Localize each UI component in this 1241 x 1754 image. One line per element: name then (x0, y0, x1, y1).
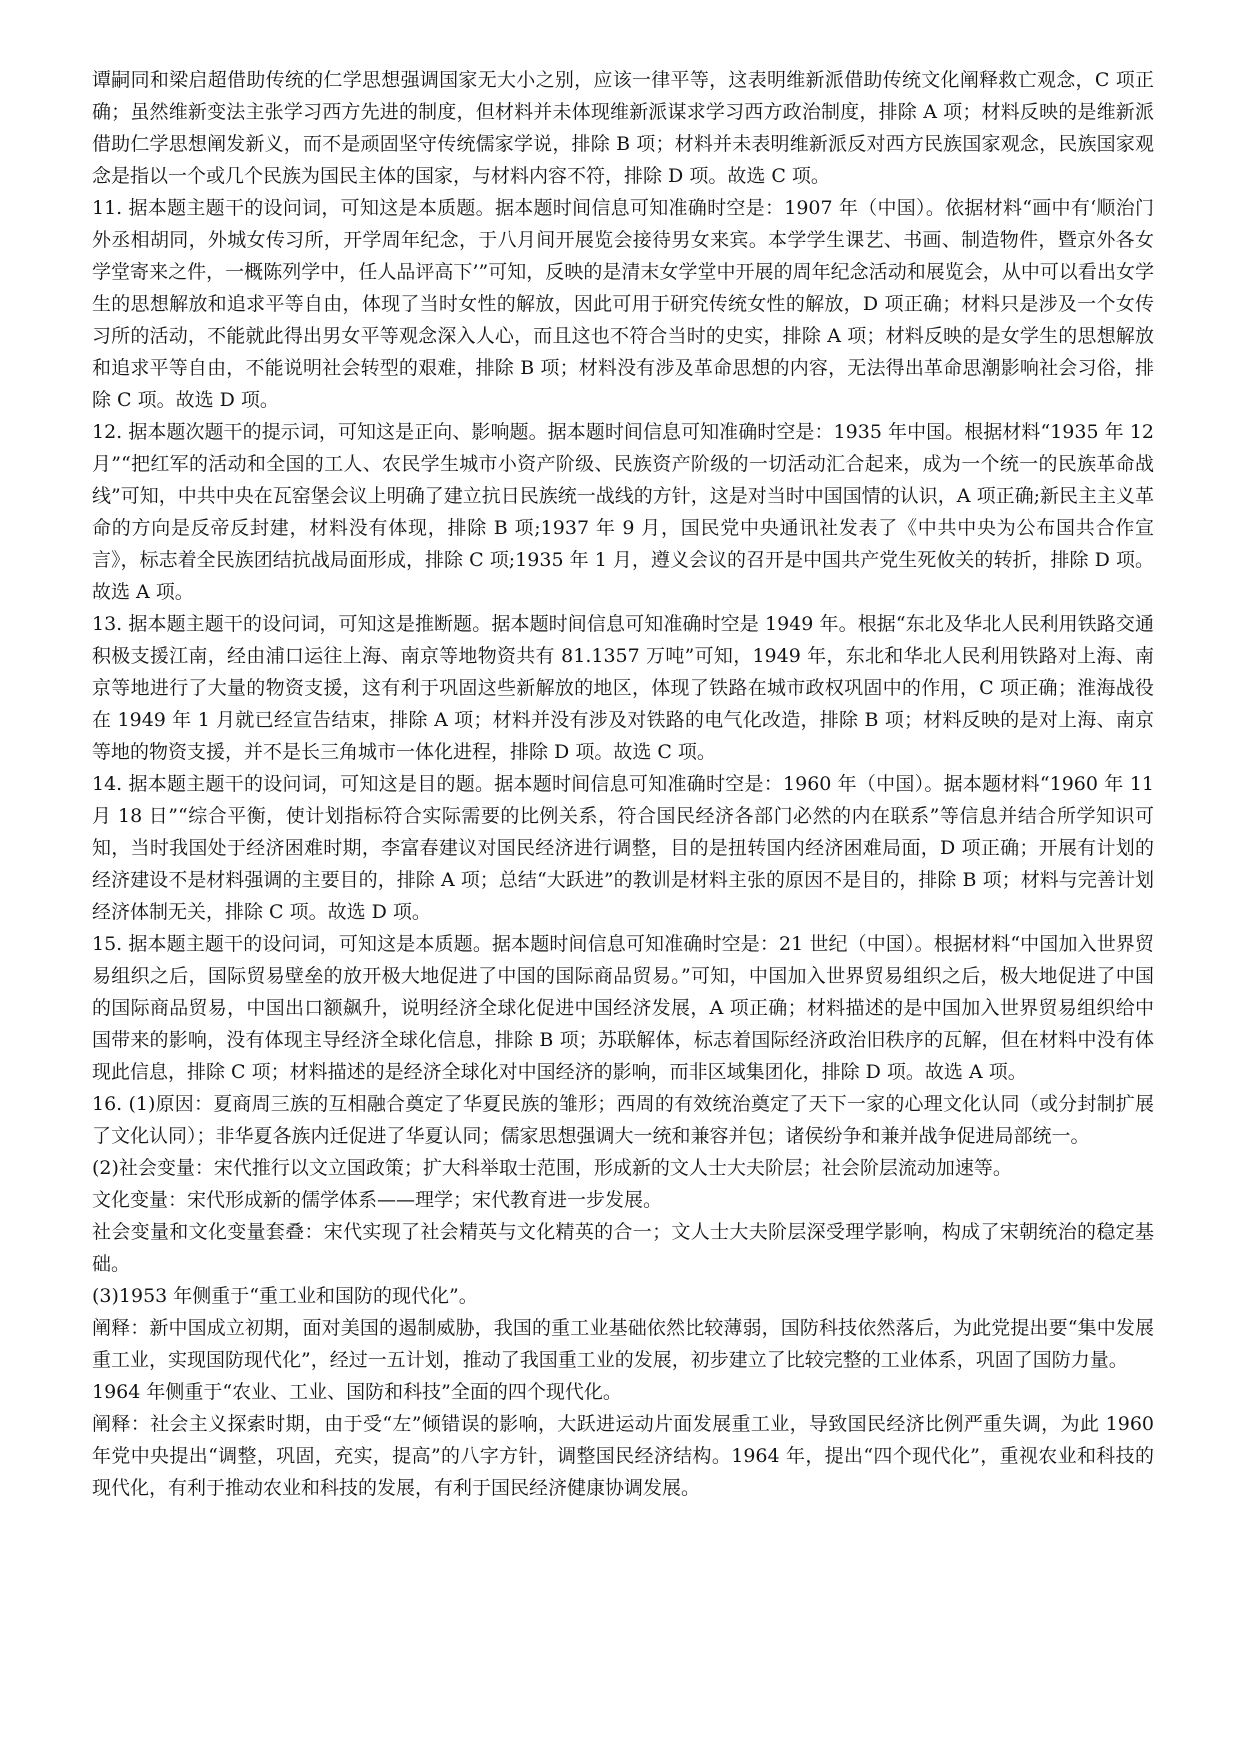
paragraph-q16-part3-1964: 1964 年侧重于“农业、工业、国防和科技”全面的四个现代化。 (92, 1381, 622, 1403)
paragraph-q12: 12. 据本题次题干的提示词，可知这是正向、影响题。据本题时间信息可知准确时空是：1935 年中国。根据材料“1935 年 12 月”“把红军的活动和全国的工人、农民学生城市小资产阶级、民族资产阶级的一切活动汇合起来，成为一个统一的民族革命战线”可知，中共中央在瓦窑堡会议上明确了建立抗日民族统一战线的方针，这是对当时中国国情的认识，A 项正确;新民主主义革命的方向是反帝反封建，材料没有体现，排除 B 项;1937 年 9 月，国民党中央通讯社发表了《中共中央为公布国共合作宣言》，标志着全民族团结抗战局面形成，排除 C 项;1935 年 1 月，遵义会议的召开是中国共产党生死攸关的转折，排除 D 项。故选 A 项。 (92, 421, 1154, 603)
paragraph-q16-part2-social: (2)社会变量：宋代推行以文立国政策；扩大科举取士范围，形成新的文人士大夫阶层；社会阶层流动加速等。 (92, 1157, 1012, 1179)
paragraph-q10-continued: 谭嗣同和梁启超借助传统的仁学思想强调国家无大小之别，应该一律平等，这表明维新派借助传统文化阐释救亡观念，C 项正确；虽然维新变法主张学习西方先进的制度，但材料并未体现维新派谋求学习西方政治制度，排除 A 项；材料反映的是维新派借助仁学思想阐发新义，而不是顽固坚守传统儒家学说，排除 B 项；材料并未表明维新派反对西方民族国家观念，民族国家观念是指以一个或几个民族为国民主体的国家，与材料内容不符，排除 D 项。故选 C 项。 (92, 69, 1154, 187)
paragraph-q11: 11. 据本题主题干的设问词，可知这是本质题。据本题时间信息可知准确时空是：1907 年（中国）。依据材料“画中有‘顺治门外丞相胡同，外城女传习所，开学周年纪念，于八月间开展览会接待男女来宾。本学学生课艺、书画、制造物件，暨京外各女学堂寄来之件，一概陈列学中，任人品评高下’”可知，反映的是清末女学堂中开展的周年纪念活动和展览会，从中可以看出女学生的思想解放和追求平等自由，体现了当时女性的解放，因此可用于研究传统女性的解放，D 项正确；材料只是涉及一个女传习所的活动，不能就此得出男女平等观念深入人心，而且这也不符合当时的史实，排除 A 项；材料反映的是女学生的思想解放和追求平等自由，不能说明社会转型的艰难，排除 B 项；材料没有涉及革命思想的内容，无法得出革命思潮影响社会习俗，排除 C 项。故选 D 项。 (92, 197, 1154, 411)
paragraph-q16-part3-1953: (3)1953 年侧重于“重工业和国防的现代化”。 (92, 1285, 478, 1307)
paragraph-q16-part2-culture: 文化变量：宋代形成新的儒学体系——理学；宋代教育进一步发展。 (92, 1189, 663, 1211)
paragraph-q16-part3-1953-explanation: 阐释：新中国成立初期，面对美国的遏制威胁，我国的重工业基础依然比较薄弱，国防科技依然落后，为此党提出要“集中发展重工业，实现国防现代化”，经过一五计划，推动了我国重工业的发展，初步建立了比较完整的工业体系，巩固了国防力量。 (92, 1317, 1154, 1371)
paragraph-q16-part2-overlap: 社会变量和文化变量套叠：宋代实现了社会精英与文化精英的合一；文人士大夫阶层深受理学影响，构成了宋朝统治的稳定基础。 (92, 1221, 1154, 1275)
paragraph-q16-part1: 16. (1)原因：夏商周三族的互相融合奠定了华夏民族的雏形；西周的有效统治奠定了天下一家的心理文化认同（或分封制扩展了文化认同）；非华夏各族内迁促进了华夏认同；儒家思想强调大一统和兼容并包；诸侯纷争和兼并战争促进局部统一。 (92, 1093, 1154, 1147)
answer-explanation-text (92, 64, 1154, 1504)
paragraph-q16-part3-1964-explanation: 阐释：社会主义探索时期，由于受“左”倾错误的影响，大跃进运动片面发展重工业，导致国民经济比例严重失调，为此 1960 年党中央提出“调整，巩固，充实，提高”的八字方针，调整国民经济结构。1964 年，提出“四个现代化”，重视农业和科技的现代化，有利于推动农业和科技的发展，有利于国民经济健康协调发展。 (92, 1413, 1154, 1499)
paragraph-q14: 14. 据本题主题干的设问词，可知这是目的题。据本题时间信息可知准确时空是：1960 年（中国）。据本题材料“1960 年 11 月 18 日”“综合平衡，使计划指标符合实际需要的比例关系，符合国民经济各部门必然的内在联系”等信息并结合所学知识可知，当时我国处于经济困难时期，李富春建议对国民经济进行调整，目的是扭转国内经济困难局面，D 项正确；开展有计划的经济建设不是材料强调的主要目的，排除 A 项；总结“大跃进”的教训是材料主张的原因不是目的，排除 B 项；材料与完善计划经济体制无关，排除 C 项。故选 D 项。 (92, 773, 1154, 923)
paragraph-q13: 13. 据本题主题干的设问词，可知这是推断题。据本题时间信息可知准确时空是 1949 年。根据“东北及华北人民利用铁路交通积极支援江南，经由浦口运往上海、南京等地物资共有 81.1357 万吨”可知，1949 年，东北和华北人民利用铁路对上海、南京等地进行了大量的物资支援，这有利于巩固这些新解放的地区，体现了铁路在城市政权巩固中的作用，C 项正确；淮海战役在 1949 年 1 月就已经宣告结束，排除 A 项；材料并没有涉及对铁路的电气化改造，排除 B 项；材料反映的是对上海、南京等地的物资支援，并不是长三角城市一体化进程，排除 D 项。故选 C 项。 (92, 613, 1154, 763)
paragraph-q15: 15. 据本题主题干的设问词，可知这是本质题。据本题时间信息可知准确时空是：21 世纪（中国）。根据材料“中国加入世界贸易组织之后，国际贸易壁垒的放开极大地促进了中国的国际商品贸易。”可知，中国加入世界贸易组织之后，极大地促进了中国的国际商品贸易，中国出口额飙升，说明经济全球化促进中国经济发展，A 项正确；材料描述的是中国加入世界贸易组织给中国带来的影响，没有体现主导经济全球化信息，排除 B 项；苏联解体，标志着国际经济政治旧秩序的瓦解，但在材料中没有体现此信息，排除 C 项；材料描述的是经济全球化对中国经济的影响，而非区域集团化，排除 D 项。故选 A 项。 (92, 933, 1154, 1083)
